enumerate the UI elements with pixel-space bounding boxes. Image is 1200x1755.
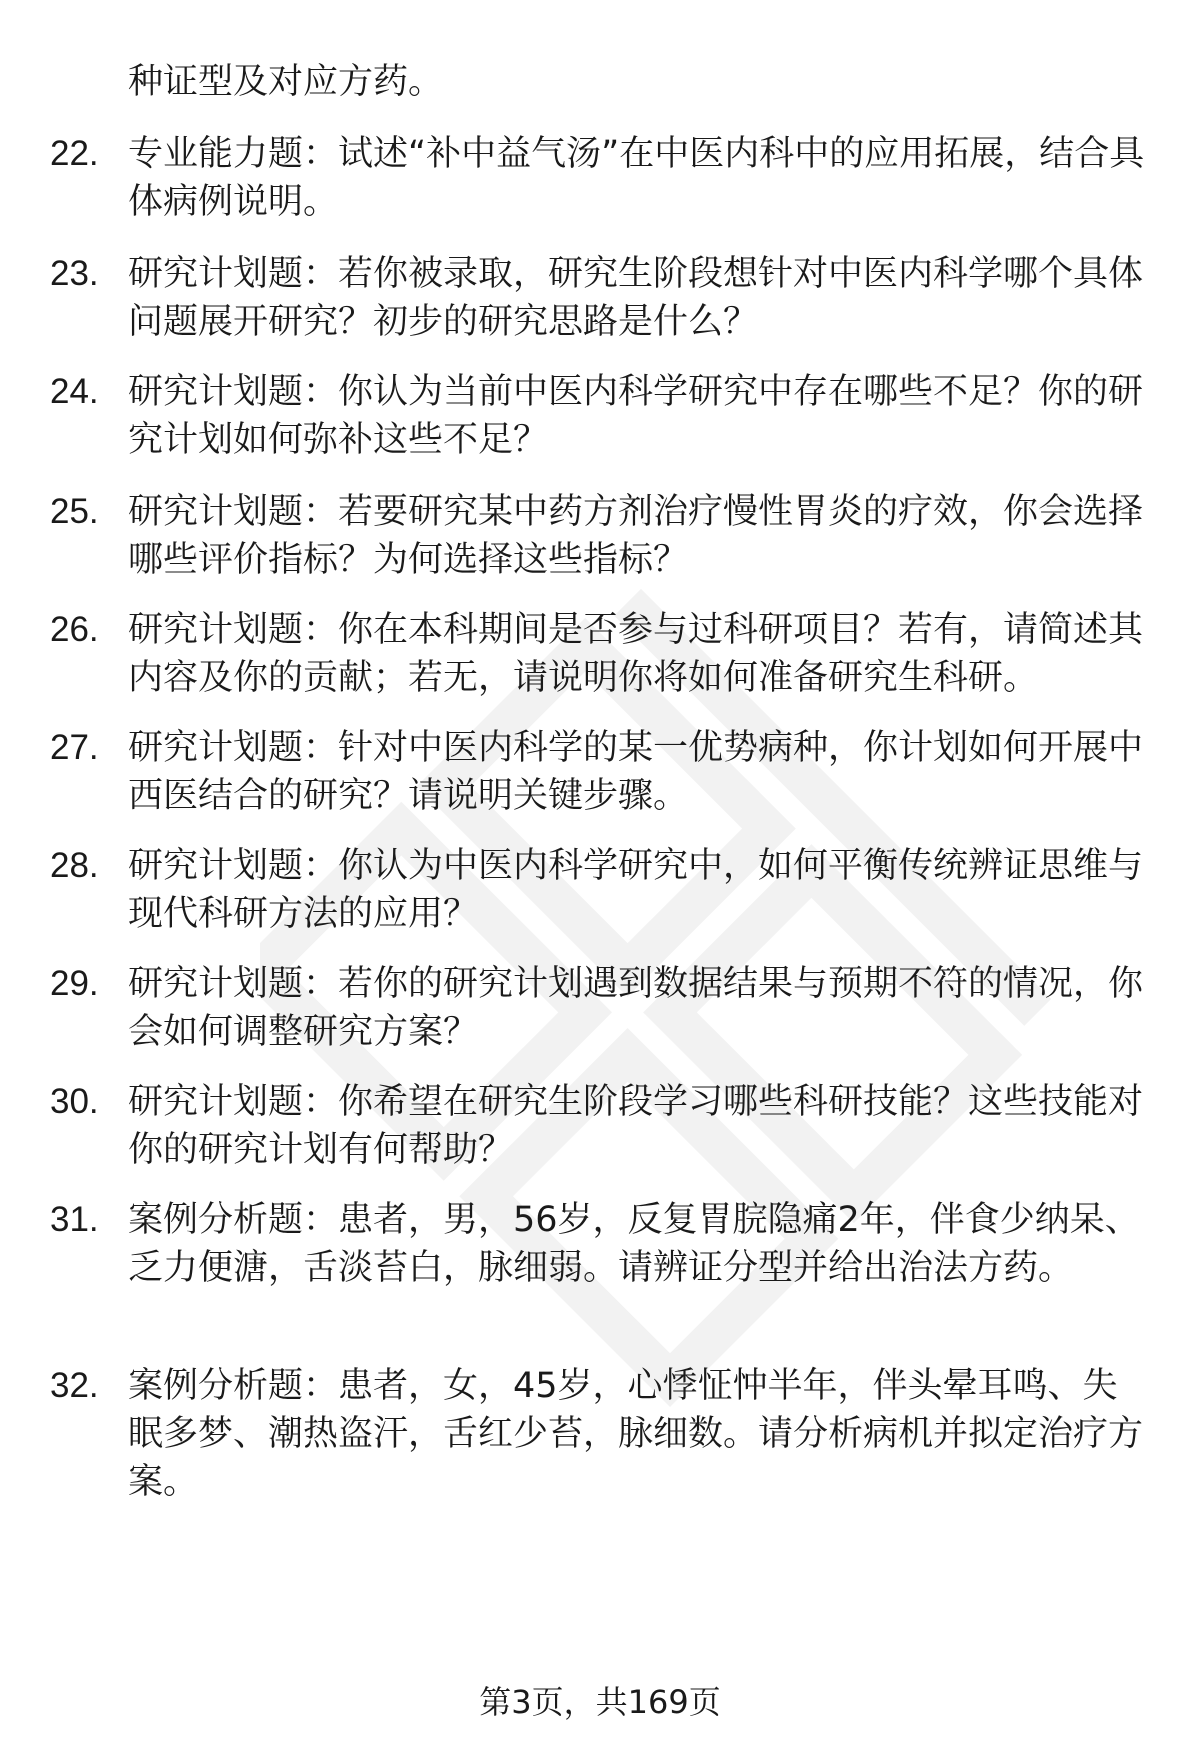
question-text: 研究计划题：你希望在研究生阶段学习哪些科研技能？这些技能对你的研究计划有何帮助？ bbox=[128, 1082, 1144, 1170]
question-text: 研究计划题：你认为当前中医内科学研究中存在哪些不足？你的研究计划如何弥补这些不足？ bbox=[128, 372, 1144, 460]
question-text: 案例分析题：患者，女，45岁，心悸怔忡半年，伴头晕耳鸣、失眠多梦、潮热盗汗，舌红少苔，脉细数。请分析病机并拟定治疗方案。 bbox=[128, 1366, 1144, 1502]
question-number: 31. bbox=[50, 1200, 99, 1239]
question-number: 27. bbox=[50, 728, 99, 767]
question-number: 28. bbox=[50, 846, 99, 885]
question-text: 研究计划题：你认为中医内科学研究中，如何平衡传统辨证思维与现代科研方法的应用？ bbox=[128, 846, 1144, 934]
question-text: 研究计划题：若要研究某中药方剂治疗慢性胃炎的疗效，你会选择哪些评价指标？为何选择这些指标？ bbox=[128, 492, 1144, 580]
question-text: 研究计划题：若你被录取，研究生阶段想针对中医内科学哪个具体问题展开研究？初步的研究思路是什么？ bbox=[128, 254, 1144, 342]
question-number: 26. bbox=[50, 610, 99, 649]
question-number: 25. bbox=[50, 492, 99, 531]
page-footer: 第3页，共169页 bbox=[479, 1683, 721, 1721]
question-text: 研究计划题：你在本科期间是否参与过科研项目？若有，请简述其内容及你的贡献；若无，请说明你将如何准备研究生科研。 bbox=[128, 610, 1144, 698]
question-number: 22. bbox=[50, 134, 99, 173]
question-number: 29. bbox=[50, 964, 99, 1003]
question-text: 研究计划题：若你的研究计划遇到数据结果与预期不符的情况，你会如何调整研究方案？ bbox=[128, 964, 1144, 1052]
question-text: 案例分析题：患者，男，56岁，反复胃脘隐痛2年，伴食少纳呆、乏力便溏，舌淡苔白，脉细弱。请辨证分型并给出治法方药。 bbox=[128, 1200, 1140, 1288]
continuation-text: 种证型及对应方药。 bbox=[128, 62, 444, 102]
question-text: 专业能力题：试述“补中益气汤”在中医内科中的应用拓展，结合具体病例说明。 bbox=[128, 134, 1145, 222]
question-number: 24. bbox=[50, 372, 99, 411]
question-number: 23. bbox=[50, 254, 99, 293]
question-text: 研究计划题：针对中医内科学的某一优势病种，你计划如何开展中西医结合的研究？请说明关键步骤。 bbox=[128, 728, 1144, 816]
question-number: 30. bbox=[50, 1082, 99, 1121]
question-number: 32. bbox=[50, 1366, 99, 1405]
